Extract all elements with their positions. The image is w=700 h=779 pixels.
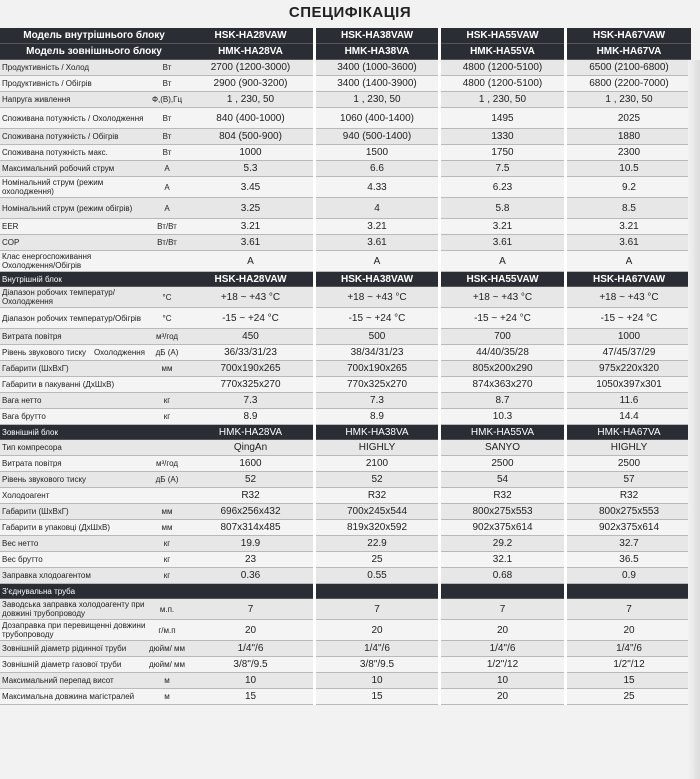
model-cell: HSK-HA38VAW xyxy=(316,28,438,44)
section-model-cell: HSK-HA55VAW xyxy=(441,272,564,287)
value-cell: 5.8 xyxy=(441,198,564,219)
value-cell: SANYO xyxy=(441,440,564,456)
value-cell: 32.7 xyxy=(567,536,691,552)
value-cell: 32.1 xyxy=(441,552,564,568)
row-unit: Вт xyxy=(146,145,188,161)
value-cell: 1 , 230, 50 xyxy=(567,92,691,108)
row-label: Номінальний струм (режим обігрів) xyxy=(0,198,146,219)
value-cell: 1/2"/12 xyxy=(441,657,564,673)
row-unit: м xyxy=(146,673,188,689)
row-label: Габарити в упаковці (ДхШхВ) xyxy=(0,520,146,536)
value-cell: 9.2 xyxy=(567,177,691,198)
value-cell: 4.33 xyxy=(316,177,438,198)
value-cell: 14.4 xyxy=(567,409,691,425)
value-cell: 1750 xyxy=(441,145,564,161)
value-cell: 1500 xyxy=(316,145,438,161)
row-unit xyxy=(146,251,188,272)
value-cell: 700x245x544 xyxy=(316,504,438,520)
value-cell: 29.2 xyxy=(441,536,564,552)
value-cell: 20 xyxy=(567,620,691,641)
row-label: Максимальний перепад висот xyxy=(0,673,146,689)
value-cell: 4800 (1200-5100) xyxy=(441,76,564,92)
row-label: Номінальний струм (режим охолодження) xyxy=(0,177,146,198)
value-cell: 975x220x320 xyxy=(567,361,691,377)
value-cell: 10.3 xyxy=(441,409,564,425)
row-label: Вага брутто xyxy=(0,409,146,425)
row-label: Рівень звукового тиску xyxy=(0,472,146,488)
row-label: EER xyxy=(0,219,146,235)
row-unit: °С xyxy=(146,287,188,308)
row-unit: А xyxy=(146,198,188,219)
value-cell: -15 ~ +24 °C xyxy=(441,308,564,329)
row-label: Діапазон робочих температур/ Охолодження xyxy=(0,287,146,308)
value-cell: 3/8"/9.5 xyxy=(316,657,438,673)
value-cell: 54 xyxy=(441,472,564,488)
row-label: Габарити (ШхВхГ) xyxy=(0,361,146,377)
row-label: Витрата повітря xyxy=(0,329,146,345)
row-label: Максимальна довжина магістралей xyxy=(0,689,146,705)
value-cell: 2900 (900-3200) xyxy=(188,76,313,92)
value-cell: 10 xyxy=(316,673,438,689)
model-cell: HMK-HA55VA xyxy=(441,44,564,60)
value-cell: HIGHLY xyxy=(316,440,438,456)
value-cell: 20 xyxy=(441,689,564,705)
value-cell: A xyxy=(316,251,438,272)
value-cell: -15 ~ +24 °C xyxy=(567,308,691,329)
value-cell: A xyxy=(441,251,564,272)
value-cell: 11.6 xyxy=(567,393,691,409)
value-cell: 6800 (2200-7000) xyxy=(567,76,691,92)
value-cell: 1000 xyxy=(188,145,313,161)
row-label: COP xyxy=(0,235,146,251)
value-cell: R32 xyxy=(188,488,313,504)
row-label: Продуктивність / Обігрів xyxy=(0,76,146,92)
value-cell: 15 xyxy=(316,689,438,705)
value-cell: 902x375x614 xyxy=(567,520,691,536)
value-cell: 2100 xyxy=(316,456,438,472)
value-cell: R32 xyxy=(316,488,438,504)
value-cell: 15 xyxy=(567,673,691,689)
value-cell: 1/4"/6 xyxy=(567,641,691,657)
row-unit: дюйм/ мм xyxy=(146,657,188,673)
value-cell: 7.3 xyxy=(188,393,313,409)
row-unit xyxy=(146,377,188,393)
value-cell: 3400 (1400-3900) xyxy=(316,76,438,92)
section-model-cell xyxy=(441,584,564,599)
value-cell: 770x325x270 xyxy=(188,377,313,393)
value-cell: 36.5 xyxy=(567,552,691,568)
row-label: Зовнішній діаметр газової труби xyxy=(0,657,146,673)
value-cell: 10 xyxy=(188,673,313,689)
value-cell: 3.21 xyxy=(567,219,691,235)
value-cell: 8.9 xyxy=(316,409,438,425)
row-label: Продуктивність / Холод xyxy=(0,60,146,76)
model-cell: HMK-HA67VA xyxy=(567,44,691,60)
value-cell: 3.21 xyxy=(188,219,313,235)
value-cell: 25 xyxy=(316,552,438,568)
value-cell: 20 xyxy=(441,620,564,641)
value-cell: R32 xyxy=(567,488,691,504)
row-unit: Вт/Вт xyxy=(146,235,188,251)
row-unit: А xyxy=(146,177,188,198)
value-cell: 10 xyxy=(441,673,564,689)
value-cell: 4 xyxy=(316,198,438,219)
value-cell: +18 ~ +43 °C xyxy=(316,287,438,308)
row-label: Споживана потужність / Охолодження xyxy=(0,108,146,129)
value-cell: 6.23 xyxy=(441,177,564,198)
value-cell: 1000 xyxy=(567,329,691,345)
value-cell: 52 xyxy=(316,472,438,488)
section-model-cell: HMK-HA67VA xyxy=(567,425,691,440)
row-unit xyxy=(146,440,188,456)
value-cell: 0.68 xyxy=(441,568,564,584)
row-unit: м.п. xyxy=(146,599,188,620)
model-cell: HSK-HA55VAW xyxy=(441,28,564,44)
row-label: Максимальний робочий струм xyxy=(0,161,146,177)
row-unit: дБ (А) xyxy=(146,472,188,488)
value-cell: 700 xyxy=(441,329,564,345)
value-cell: 6500 (2100-6800) xyxy=(567,60,691,76)
row-label: Дозаправка при перевищенні довжини трубопроводу xyxy=(2,621,146,639)
value-cell: 2025 xyxy=(567,108,691,129)
value-cell: 3.45 xyxy=(188,177,313,198)
value-cell: 1050x397x301 xyxy=(567,377,691,393)
row-unit: Вт xyxy=(146,76,188,92)
value-cell: 44/40/35/28 xyxy=(441,345,564,361)
section-model-cell: HSK-HA28VAW xyxy=(188,272,313,287)
value-cell: +18 ~ +43 °C xyxy=(441,287,564,308)
row-label: Клас енергоспоживання Охолодження/Обігрів xyxy=(0,251,146,272)
row-unit: Ф,(В),Гц xyxy=(146,92,188,108)
value-cell: 10.5 xyxy=(567,161,691,177)
row-label: Діапазон робочих температур/Обігрів xyxy=(0,308,146,329)
value-cell: 38/34/31/23 xyxy=(316,345,438,361)
row-unit: кг xyxy=(146,568,188,584)
section-model-cell xyxy=(316,584,438,599)
value-cell: 450 xyxy=(188,329,313,345)
value-cell: 819x320x592 xyxy=(316,520,438,536)
row-unit: А xyxy=(146,161,188,177)
row-unit: г/м.п xyxy=(146,620,188,641)
value-cell: 700x190x265 xyxy=(316,361,438,377)
row-unit: дюйм/ мм xyxy=(146,641,188,657)
value-cell: 0.36 xyxy=(188,568,313,584)
value-cell: 7.5 xyxy=(441,161,564,177)
value-cell: 3.21 xyxy=(316,219,438,235)
value-cell: 7 xyxy=(567,599,691,620)
value-cell: 800x275x553 xyxy=(567,504,691,520)
row-unit: Вт/Вт xyxy=(146,219,188,235)
row-label: Габарити (ШхВхГ) xyxy=(0,504,146,520)
row-unit: кг xyxy=(146,409,188,425)
spec-table xyxy=(0,28,688,705)
value-cell: 940 (500-1400) xyxy=(316,129,438,145)
value-cell: 20 xyxy=(188,620,313,641)
row-unit: м³/год xyxy=(146,456,188,472)
value-cell: 7 xyxy=(316,599,438,620)
section-model-cell: HSK-HA67VAW xyxy=(567,272,691,287)
section-header: З'єднувальна труба xyxy=(0,584,188,599)
row-unit: °С xyxy=(146,308,188,329)
row-label: Холодоагент xyxy=(0,488,146,504)
section-header: Зовнішній блок xyxy=(0,425,188,440)
value-cell: 8.9 xyxy=(188,409,313,425)
row-unit xyxy=(146,488,188,504)
value-cell: +18 ~ +43 °C xyxy=(567,287,691,308)
value-cell: A xyxy=(188,251,313,272)
value-cell: 4800 (1200-5100) xyxy=(441,60,564,76)
model-cell: HSK-HA28VAW xyxy=(188,28,313,44)
value-cell: 840 (400-1000) xyxy=(188,108,313,129)
section-model-cell: HMK-HA28VA xyxy=(188,425,313,440)
section-model-cell: HMK-HA55VA xyxy=(441,425,564,440)
value-cell: 800x275x553 xyxy=(441,504,564,520)
value-cell: 1/4"/6 xyxy=(441,641,564,657)
value-cell: 3.25 xyxy=(188,198,313,219)
value-cell: HIGHLY xyxy=(567,440,691,456)
value-cell: 902x375x614 xyxy=(441,520,564,536)
value-cell: 1600 xyxy=(188,456,313,472)
value-cell: 700x190x265 xyxy=(188,361,313,377)
value-cell: 696x256x432 xyxy=(188,504,313,520)
value-cell: 1060 (400-1400) xyxy=(316,108,438,129)
value-cell: 1/2"/12 xyxy=(567,657,691,673)
row-label: Споживана потужність макс. xyxy=(0,145,146,161)
value-cell: 3.61 xyxy=(188,235,313,251)
row-unit: Вт xyxy=(146,108,188,129)
row-label: Заводська заправка холодоагенту при довжині трубопроводу xyxy=(2,600,145,618)
value-cell: R32 xyxy=(441,488,564,504)
value-cell: A xyxy=(567,251,691,272)
section-header: Внутрішній блок xyxy=(0,272,188,287)
value-cell: 1/4"/6 xyxy=(316,641,438,657)
decorative-edge xyxy=(688,60,700,779)
value-cell: 2300 xyxy=(567,145,691,161)
value-cell: 1880 xyxy=(567,129,691,145)
model-cell: HSK-HA67VAW xyxy=(567,28,691,44)
value-cell: 3.21 xyxy=(441,219,564,235)
value-cell: 0.9 xyxy=(567,568,691,584)
row-unit: кг xyxy=(146,393,188,409)
row-label: Заправка хлодоагентом xyxy=(0,568,146,584)
row-unit: дБ (А) xyxy=(146,345,188,361)
row-unit: кг xyxy=(146,552,188,568)
value-cell: 22.9 xyxy=(316,536,438,552)
value-cell: 807x314x485 xyxy=(188,520,313,536)
value-cell: 1 , 230, 50 xyxy=(188,92,313,108)
value-cell: 3.61 xyxy=(567,235,691,251)
value-cell: 1495 xyxy=(441,108,564,129)
value-cell: 2500 xyxy=(441,456,564,472)
header-label: Модель внутрішнього блоку xyxy=(0,28,188,44)
value-cell: 20 xyxy=(316,620,438,641)
section-model-cell: HSK-HA38VAW xyxy=(316,272,438,287)
value-cell: 7 xyxy=(188,599,313,620)
row-label: Вес брутто xyxy=(0,552,146,568)
value-cell: 1 , 230, 50 xyxy=(316,92,438,108)
value-cell: 805x200x290 xyxy=(441,361,564,377)
row-sublabel: Охолодження xyxy=(94,348,145,357)
row-unit: мм xyxy=(146,520,188,536)
value-cell: 804 (500-900) xyxy=(188,129,313,145)
row-label: Вес нетто xyxy=(0,536,146,552)
value-cell: QingAn xyxy=(188,440,313,456)
value-cell: 47/45/37/29 xyxy=(567,345,691,361)
value-cell: 3.61 xyxy=(441,235,564,251)
value-cell: 6.6 xyxy=(316,161,438,177)
section-model-cell xyxy=(567,584,691,599)
page-title: СПЕЦИФІКАЦІЯ xyxy=(288,4,412,21)
value-cell: 3.61 xyxy=(316,235,438,251)
row-label: Напруга живлення xyxy=(0,92,146,108)
value-cell: 5.3 xyxy=(188,161,313,177)
value-cell: 36/33/31/23 xyxy=(188,345,313,361)
section-model-cell xyxy=(188,584,313,599)
row-unit: мм xyxy=(146,361,188,377)
value-cell: 7.3 xyxy=(316,393,438,409)
value-cell: 500 xyxy=(316,329,438,345)
row-label: Споживана потужність / Обігрів xyxy=(0,129,146,145)
value-cell: 57 xyxy=(567,472,691,488)
row-label: Зовнішній діаметр рідинної труби xyxy=(0,641,146,657)
value-cell: 7 xyxy=(441,599,564,620)
row-unit: м xyxy=(146,689,188,705)
value-cell: 23 xyxy=(188,552,313,568)
row-label: Витрата повітря xyxy=(0,456,146,472)
value-cell: 874x363x270 xyxy=(441,377,564,393)
value-cell: 3400 (1000-3600) xyxy=(316,60,438,76)
row-label: Тип компресора xyxy=(0,440,146,456)
row-unit: м³/год xyxy=(146,329,188,345)
row-label xyxy=(0,345,146,361)
value-cell: 8.5 xyxy=(567,198,691,219)
value-cell: 52 xyxy=(188,472,313,488)
header-label: Модель зовнішнього блоку xyxy=(0,44,188,60)
model-cell: HMK-HA38VA xyxy=(316,44,438,60)
value-cell: 8.7 xyxy=(441,393,564,409)
section-model-cell: HMK-HA38VA xyxy=(316,425,438,440)
value-cell: +18 ~ +43 °C xyxy=(188,287,313,308)
value-cell: 15 xyxy=(188,689,313,705)
value-cell: 2500 xyxy=(567,456,691,472)
value-cell: 1330 xyxy=(441,129,564,145)
row-label: Вага нетто xyxy=(0,393,146,409)
value-cell: -15 ~ +24 °C xyxy=(316,308,438,329)
row-unit: Вт xyxy=(146,60,188,76)
value-cell: 770x325x270 xyxy=(316,377,438,393)
row-label-text: Рівень звукового тиску xyxy=(2,348,87,357)
model-cell: HMK-HA28VA xyxy=(188,44,313,60)
row-unit: Вт xyxy=(146,129,188,145)
row-unit: мм xyxy=(146,504,188,520)
value-cell: -15 ~ +24 °C xyxy=(188,308,313,329)
value-cell: 1 , 230, 50 xyxy=(441,92,564,108)
value-cell: 2700 (1200-3000) xyxy=(188,60,313,76)
value-cell: 1/4"/6 xyxy=(188,641,313,657)
row-unit: кг xyxy=(146,536,188,552)
row-label: Габарити в пакуванні (ДхШхВ) xyxy=(0,377,146,393)
value-cell: 25 xyxy=(567,689,691,705)
value-cell: 19.9 xyxy=(188,536,313,552)
value-cell: 3/8"/9.5 xyxy=(188,657,313,673)
value-cell: 0.55 xyxy=(316,568,438,584)
